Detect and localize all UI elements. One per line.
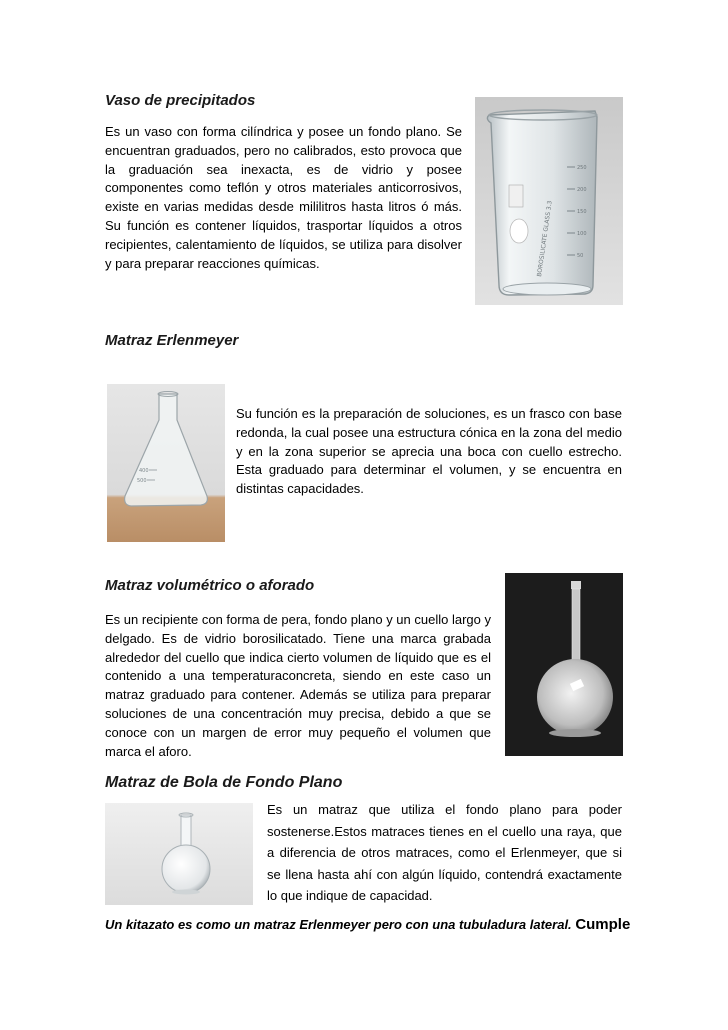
section-body-vaso: Es un vaso con forma cilíndrica y posee un fondo plano. Se encuentran graduados, pero no calibrados, esto provoca que la graduación sea inexacta, es de vidrio y posee componentes como teflón y otros materiales anticorrosivos, existe en varias medidas desde mililitros hasta litros ó más. Su función es contener líquidos, trasportar líquidos a otros recipientes, calentamiento de líquidos, se utiliza para disolver y para preparar reacciones químicas. <box>105 124 462 271</box>
section-body-volumetrico: Es un recipiente con forma de pera, fondo plano y un cuello largo y delgado. Es de vidrio borosilicatado. Tiene una marca grabada alrededor del cuello que indica cierto volumen de líquido que es el contenido a una temperaturaconcreta, siendo en este caso un matraz graduado para contener. Además se utiliza para preparar soluciones de una concentración muy precisa, debido a que se conoce con un margen de error muy pequeño el volumen que marca el aforo. <box>105 612 491 759</box>
section-title-bola: Matraz de Bola de Fondo Plano <box>105 774 343 791</box>
beaker-mark: 200 <box>577 187 587 193</box>
section-title-vaso: Vaso de precipitados <box>105 92 256 109</box>
section-title-volumetrico: Matraz volumétrico o aforado <box>105 577 315 594</box>
erlenmeyer-photo <box>107 384 225 542</box>
erlenmeyer-mark: 400 <box>139 468 149 474</box>
beaker-photo <box>475 97 623 305</box>
beaker-mark: 150 <box>577 209 587 215</box>
section-body-erlenmeyer: Su función es la preparación de soluciones, es un frasco con base redonda, la cual posee una estructura cónica en la zona del medio y en la zona superior se aprecia una boca con cuello estrecho. Esta graduado para determinar el volumen, y se encuentra en distintas capacidades. <box>236 406 622 497</box>
footer-line <box>105 916 631 933</box>
flat-bottom-flask-photo <box>105 803 253 905</box>
beaker-mark: 50 <box>577 253 584 259</box>
erlenmeyer-mark: 500 <box>137 478 147 484</box>
beaker-label: BOROSILICATE GLASS 3.3 <box>536 200 554 278</box>
beaker-mark: 100 <box>577 231 587 237</box>
footer-text: Un kitazato es como un matraz Erlenmeyer pero con una tubuladura lateral. <box>105 917 572 932</box>
beaker-mark: 250 <box>577 165 587 171</box>
section-title-erlenmeyer: Matraz Erlenmeyer <box>105 332 239 349</box>
footer-tail: Cumple <box>575 916 631 933</box>
volumetric-flask-photo <box>505 573 623 756</box>
section-body-bola: Es un matraz que utiliza el fondo plano para poder sostenerse.Estos matraces tienes en el cuello una raya, que a diferencia de otros matraces, como el Erlenmeyer, que si se llena hasta ahí con algún líquido, contendrá exactamente lo que indique de capacidad. <box>267 802 622 903</box>
